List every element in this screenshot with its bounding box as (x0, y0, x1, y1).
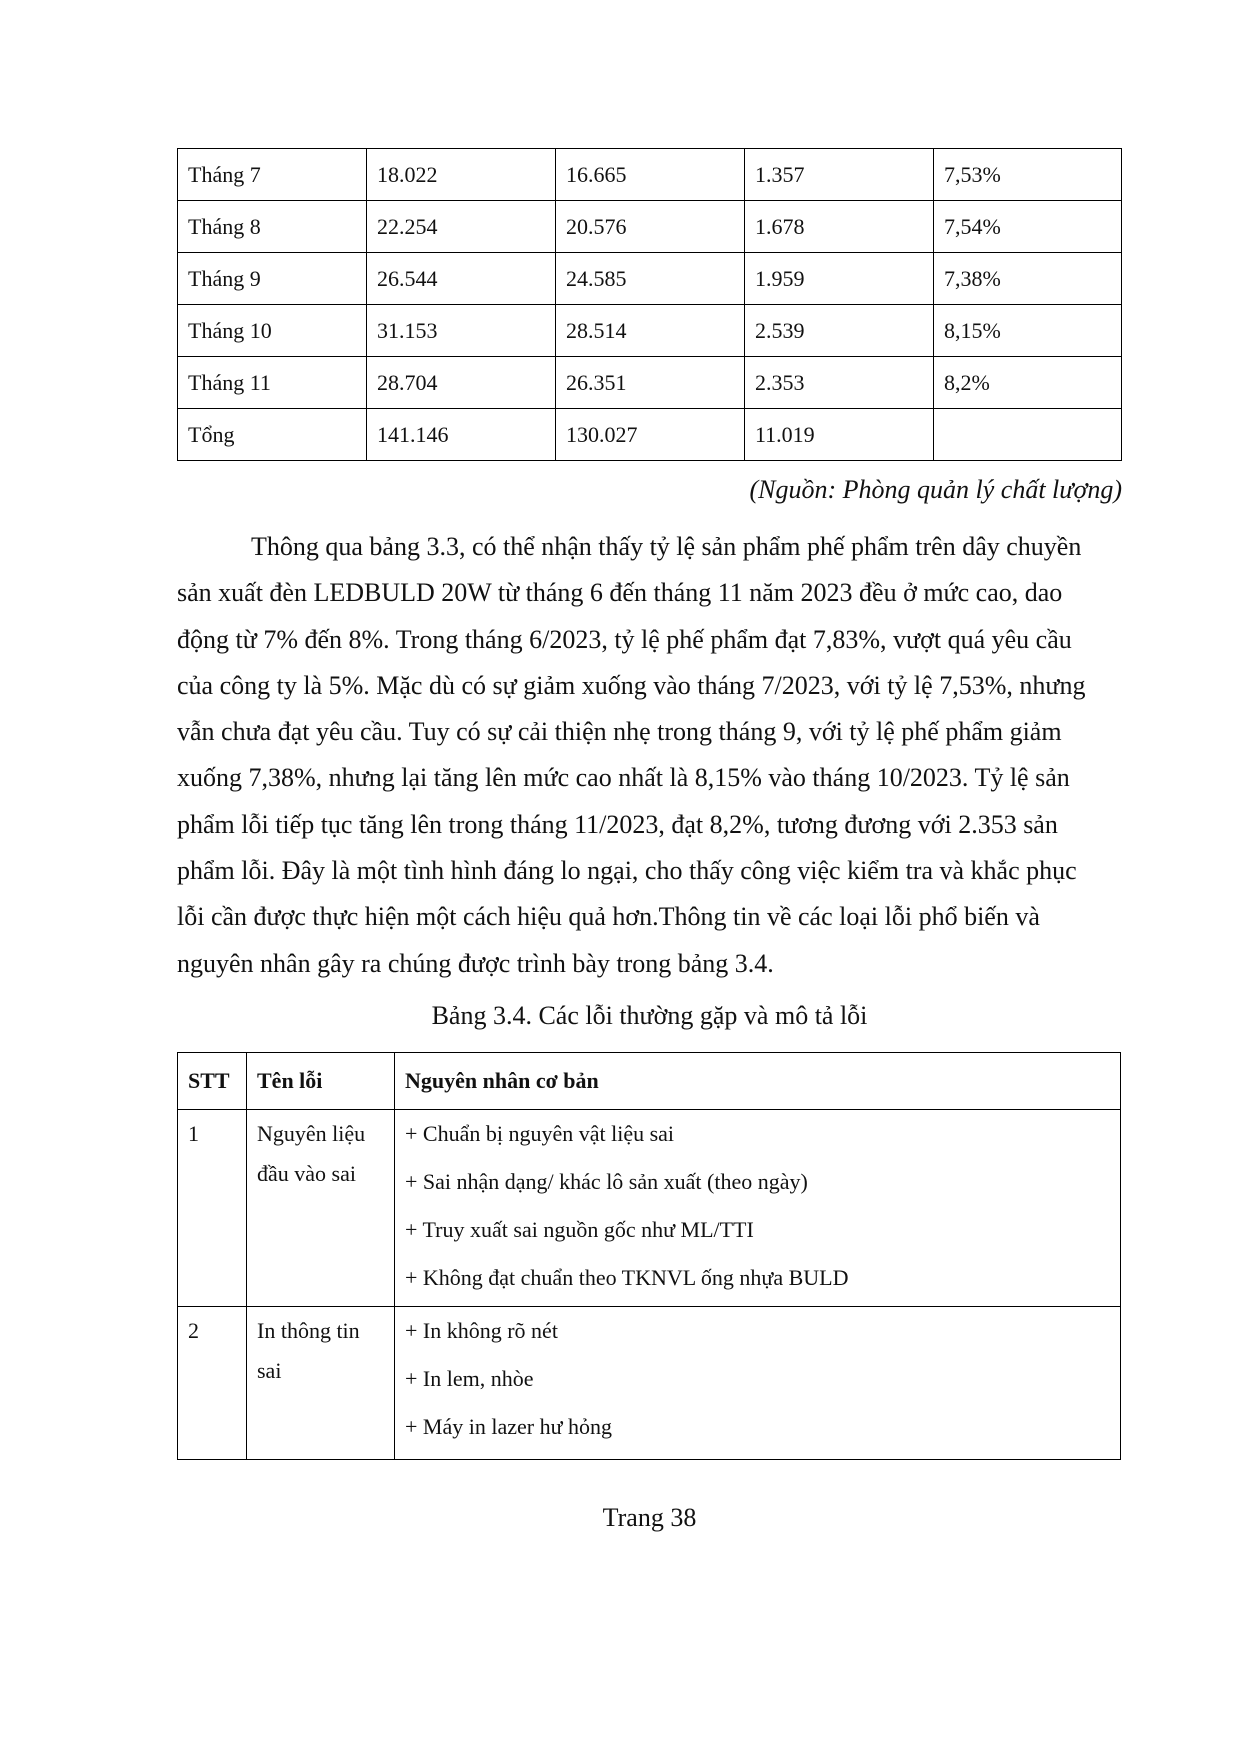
header-causes: Nguyên nhân cơ bản (395, 1053, 1121, 1110)
table-cell: 18.022 (367, 149, 556, 201)
error-name-cell: Nguyên liệu đầu vào sai (247, 1110, 395, 1307)
table-cell: 31.153 (367, 305, 556, 357)
cause-item: + Truy xuất sai nguồn gốc như ML/TTI (405, 1217, 754, 1242)
table-cell: 24.585 (556, 253, 745, 305)
cause-item: + Không đạt chuẩn theo TKNVL ống nhựa BULD (405, 1265, 849, 1290)
paragraph-line: xuống 7,38%, nhưng lại tăng lên mức cao nhất là 8,15% vào tháng 10/2023. Tỷ lệ sản (177, 763, 1070, 793)
paragraph-line: của công ty là 5%. Mặc dù có sự giảm xuống vào tháng 7/2023, với tỷ lệ 7,53%, nhưng (177, 670, 1086, 700)
table-row (178, 253, 1122, 305)
table-cell: Tổng (178, 409, 367, 461)
table-cell: 7,54% (934, 201, 1122, 253)
table-cell: Tháng 9 (178, 253, 367, 305)
cause-item: + Chuẩn bị nguyên vật liệu sai (405, 1121, 675, 1146)
table-cell: 8,15% (934, 305, 1122, 357)
paragraph-line: động từ 7% đến 8%. Trong tháng 6/2023, tỷ lệ phế phẩm đạt 7,83%, vượt quá yêu cầu (177, 624, 1072, 654)
paragraph-line: Thông qua bảng 3.3, có thể nhận thấy tỷ lệ sản phẩm phế phẩm trên dây chuyền (251, 532, 1082, 561)
table-cell (934, 409, 1122, 461)
causes-cell (395, 1307, 1121, 1460)
table-cell: 141.146 (367, 409, 556, 461)
paragraph-line: lỗi cần được thực hiện một cách hiệu quả hơn.Thông tin về các loại lỗi phổ biến và (177, 902, 1040, 932)
table-cell: Tháng 10 (178, 305, 367, 357)
table-cell: 20.576 (556, 201, 745, 253)
stt-cell: 2 (178, 1307, 247, 1460)
table-cell: 1.959 (745, 253, 934, 305)
table-row (178, 305, 1122, 357)
table-cell: Tháng 8 (178, 201, 367, 253)
paragraph-line: phẩm lỗi tiếp tục tăng lên trong tháng 11/2023, đạt 8,2%, tương đương với 2.353 sản (177, 809, 1058, 839)
table-cell: 130.027 (556, 409, 745, 461)
table-cell: 8,2% (934, 357, 1122, 409)
cause-item: + In không rõ nét (405, 1318, 558, 1343)
table-cell: 26.544 (367, 253, 556, 305)
defect-rate-table (177, 148, 1122, 461)
table-cell: 7,53% (934, 149, 1122, 201)
table-cell: 2.539 (745, 305, 934, 357)
table-cell: 16.665 (556, 149, 745, 201)
page-number: Trang 38 (602, 1503, 697, 1532)
paragraph-line: nguyên nhân gây ra chúng được trình bày trong bảng 3.4. (177, 948, 774, 978)
table-cell: 1.678 (745, 201, 934, 253)
cause-item: + Máy in lazer hư hỏng (405, 1414, 613, 1439)
error-name-cell: In thông tin sai (247, 1307, 395, 1460)
table-cell: 7,38% (934, 253, 1122, 305)
table-row (178, 357, 1122, 409)
table-cell: 11.019 (745, 409, 934, 461)
causes-cell (395, 1110, 1121, 1307)
table-cell: Tháng 7 (178, 149, 367, 201)
body-paragraph (177, 524, 1122, 987)
paragraph-line: phẩm lỗi. Đây là một tình hình đáng lo ngại, cho thấy công việc kiểm tra và khắc phục (177, 856, 1077, 886)
cause-item: + Sai nhận dạng/ khác lô sản xuất (theo ngày) (405, 1169, 808, 1194)
header-stt: STT (178, 1053, 247, 1110)
table-row (178, 201, 1122, 253)
source-note: (Nguồn: Phòng quản lý chất lượng) (749, 475, 1122, 504)
paragraph-line: sản xuất đèn LEDBULD 20W từ tháng 6 đến tháng 11 năm 2023 đều ở mức cao, dao (177, 578, 1063, 608)
table-cell: Tháng 11 (178, 357, 367, 409)
table-row (178, 149, 1122, 201)
stt-cell: 1 (178, 1110, 247, 1307)
table-caption: Bảng 3.4. Các lỗi thường gặp và mô tả lỗi (431, 1001, 868, 1030)
header-error-name: Tên lỗi (247, 1053, 395, 1110)
paragraph-line: vẫn chưa đạt yêu cầu. Tuy có sự cải thiện nhẹ trong tháng 9, với tỷ lệ phế phẩm giảm (177, 717, 1062, 747)
table-cell: 2.353 (745, 357, 934, 409)
table-cell: 1.357 (745, 149, 934, 201)
table-header-row (178, 1053, 1121, 1110)
table-row (178, 1110, 1121, 1307)
table-cell: 22.254 (367, 201, 556, 253)
table-row (178, 1307, 1121, 1460)
table-row-total (178, 409, 1122, 461)
error-types-table (177, 1052, 1121, 1460)
table-cell: 26.351 (556, 357, 745, 409)
table-cell: 28.514 (556, 305, 745, 357)
cause-item: + In lem, nhòe (405, 1366, 534, 1391)
table-cell: 28.704 (367, 357, 556, 409)
